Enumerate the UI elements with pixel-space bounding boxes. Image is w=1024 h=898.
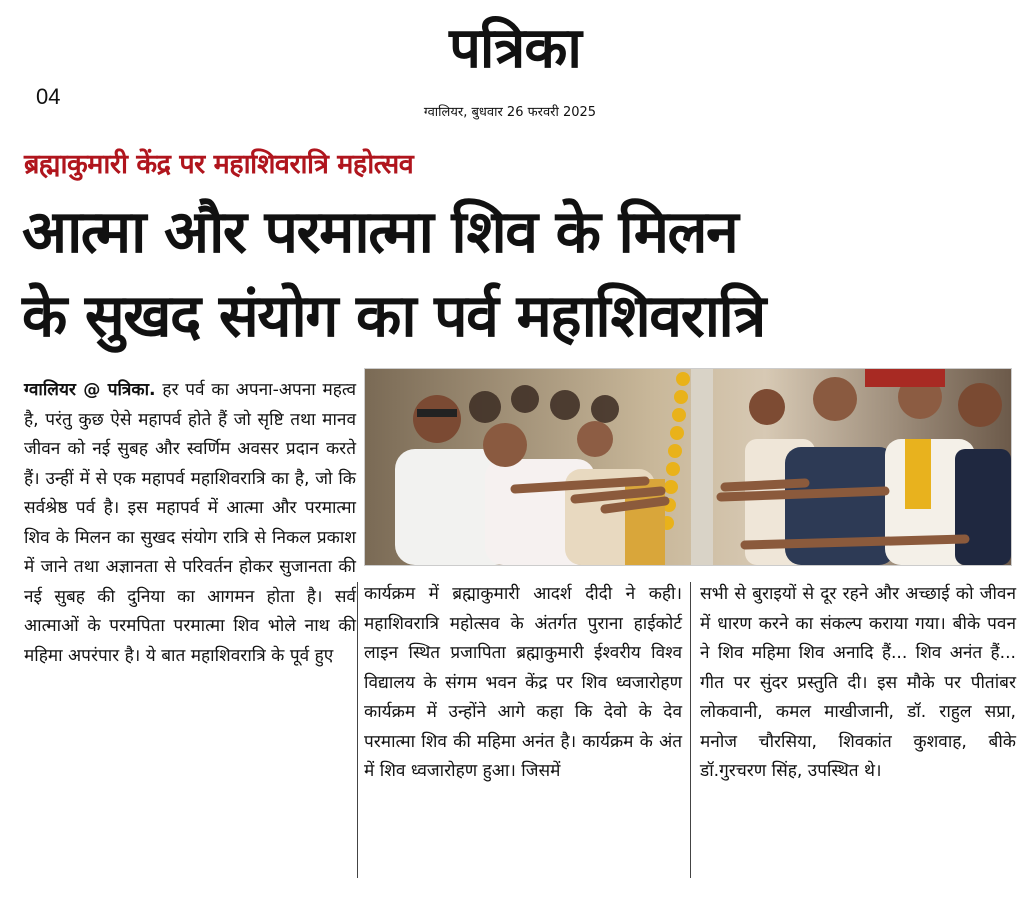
article-kicker: ब्रह्माकुमारी केंद्र पर महाशिवरात्रि महोत्सव [24, 149, 414, 180]
article-headline [22, 190, 1012, 358]
news-photo-illustration [365, 369, 1011, 565]
article-column-1 [24, 376, 356, 671]
news-photo [364, 368, 1012, 566]
masthead [395, 14, 635, 94]
masthead-title: पत्रिका [449, 16, 581, 81]
article-column-3: सभी से बुराइयों से दूर रहने और अच्छाई को जीवन में धारण करने का संकल्प कराया गया। बीके पवन ने शिव महिमा शिव अनादि हैं... शिव अनंत हैं... गीत पर सुंदर प्रस्तुति दी। इस मौके पर पीतांबर लोकवानी, कमल माखीजानी, डॉ. राहुल सप्रा, मनोज चौरसिया, शिवकांत कुशवाह, बीके डॉ.गुरचरण सिंह, उपस्थित थे। [700, 584, 1016, 781]
column-divider [690, 582, 691, 878]
page-number: 04 [36, 84, 61, 109]
article-byline: ग्वालियर @ पत्रिका. [24, 380, 156, 400]
article-column-2: कार्यक्रम में ब्रह्माकुमारी आदर्श दीदी ने कही। महाशिवरात्रि महोत्सव के अंतर्गत पुराना हाईकोर्ट लाइन स्थित प्रजापिता ब्रह्माकुमारी ईश्वरीय विश्व विद्यालय के संगम भवन केंद्र पर शिव ध्वजारोहण कार्यक्रम में उन्होंने आगे कहा कि देवो के देव परमात्मा शिव की महिमा अनंत है। कार्यक्रम के अंत में शिव ध्वजारोहण हुआ। जिसमें [364, 584, 682, 781]
article-column-1-text: हर पर्व का अपना-अपना महत्व है, परंतु कुछ ऐसे महापर्व होते हैं जो सृष्टि तथा मानव जीवन को नई सुबह और स्वर्णिम अवसर प्रदान करते हैं। उन्हीं में से एक महापर्व महाशिवरात्रि का है, जो कि सर्वश्रेष्ठ पर्व है। इस महापर्व में आत्मा और परमात्मा शिव के मिलन का सुखद संयोग रात्रि से निकल प्रकाश में जाने तथा अज्ञानता से परिवर्तन होकर सुजानता की नई सुबह की दुनिया का आगमन होता है। सर्व आत्माओं के परमपिता परमात्मा शिव भोले नाथ की महिमा अपरंपार है। ये बात महाशिवरात्रि के पूर्व हुए [24, 380, 356, 666]
masthead-dateline: ग्वालियर, बुधवार 26 फरवरी 2025 [423, 105, 597, 120]
headline-line-1: आत्मा और परमात्मा शिव के मिलन [22, 197, 738, 266]
column-divider [357, 582, 358, 878]
headline-line-2: के सुखद संयोग का पर्व महाशिवरात्रि [22, 281, 765, 350]
